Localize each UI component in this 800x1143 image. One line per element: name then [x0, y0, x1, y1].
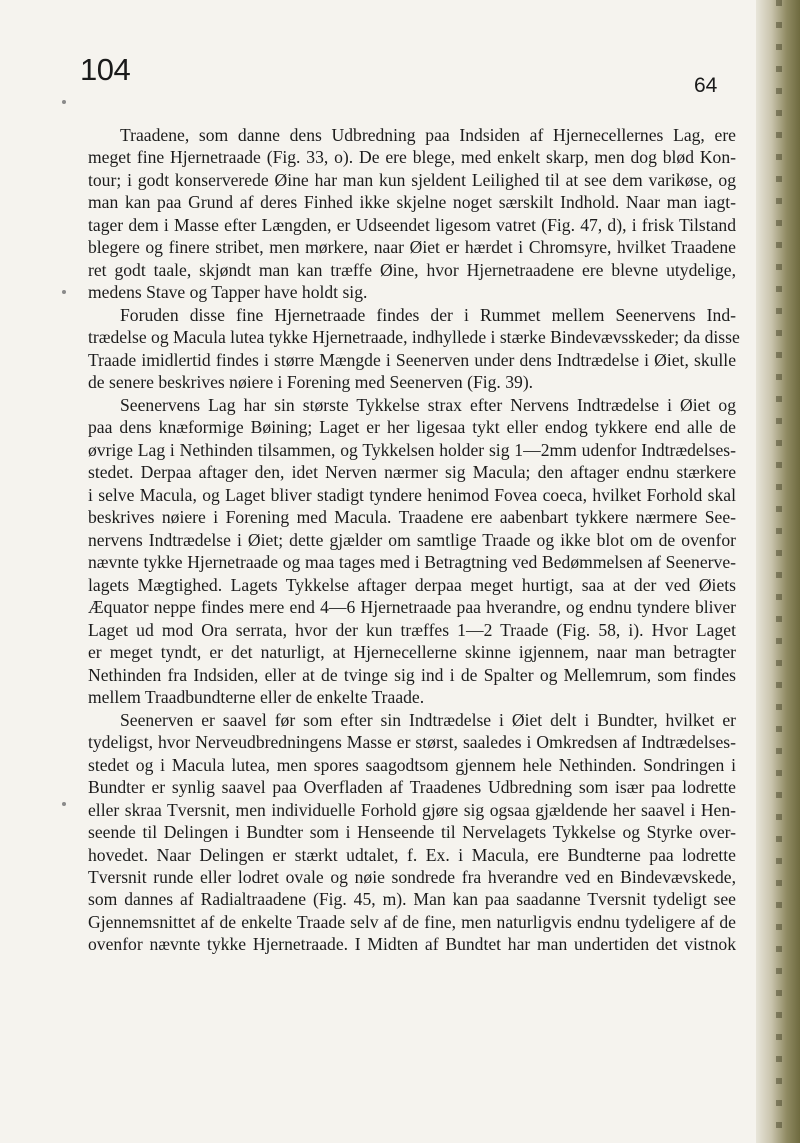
paragraph [88, 304, 740, 394]
text-line: eller skraa Tversnit, men individuelle Forhold gjøre sig ogsaa gjældende her saavel i Hen- [88, 799, 736, 820]
text-line: tager dem i Masse efter Længden, er Udseendet ligesom vatret (Fig. 47, d), i frisk Tilstand [88, 214, 736, 235]
text-line: paa dens knæformige Bøining; Laget er her ligesaa tykt eller endog tykkere end alle de [88, 417, 736, 438]
text-line: seende til Delingen i Bundter som i Henseende til Nervelagets Tykkelse og Styrke over- [88, 822, 736, 843]
text-line: hovedet. Naar Delingen er stærkt udtalet, f. Ex. i Macula, ere Bundterne paa lodrette [88, 844, 736, 865]
text-line: lagets Mægtighed. Lagets Tykkelse aftager derpaa meget hurtigt, saa at der ved Øiets [88, 574, 736, 595]
text-line: Seenervens Lag har sin største Tykkelse strax efter Nervens Indtrædelse i Øiet og [120, 394, 736, 415]
text-line: mellem Traadbundterne eller de enkelte Traade. [88, 687, 425, 708]
text-line: stedet. Derpaa aftager den, idet Nerven nærmer sig Macula; den aftager endnu stærkere [88, 462, 736, 483]
text-line: Traadene, som danne dens Udbredning paa Indsiden af Hjernecellernes Lag, ere [120, 125, 736, 145]
text-line: Bundter er synlig saavel paa Overfladen af Traadenes Udbredning som især paa lodrette [88, 777, 736, 798]
text-line: Tversnit runde eller lodret ovale og nøie sondrede fra hverandre ved en Bindevævskede, [88, 866, 736, 887]
text-line: tydeligst, hvor Nerveudbredningens Masse er størst, saaledes i Omkredsen af Indtrædelses- [88, 732, 736, 753]
text-line: i selve Macula, og Laget bliver stadigt tyndere henimod Fovea coeca, hvilket Forhold skal [88, 484, 736, 505]
text-line: beskrives nøiere i Forening med Macula. Traadene ere aabenbart tykkere nærmere See- [88, 507, 736, 528]
text-line: Foruden disse fine Hjernetraade findes der i Rummet mellem Seenervens Ind- [120, 304, 736, 325]
text-line: trædelse og Macula lutea tykke Hjernetraade, indhyllede i stærke Bindevævsskeder; da disse [88, 327, 740, 348]
text-line: som dannes af Radialtraadene (Fig. 45, m). Man kan paa saadanne Tversnit tydeligt see [88, 889, 736, 910]
text-line: er meget tyndt, er det naturligt, at Hjernecellerne skinne igjennem, naar man betragter [88, 642, 736, 663]
text-line: Seenerven er saavel før som efter sin Indtrædelse i Øiet delt i Bundter, hvilket er [120, 709, 736, 730]
text-line: Gjennemsnittet af de enkelte Traade selv af de fine, men naturligvis endnu tydeligere af de [88, 911, 736, 932]
ink-speck [62, 290, 66, 294]
binding-stitching [776, 0, 782, 1143]
text-line: nævnte tykke Hjernetraade og maa tages med i Betragtning ved Bedømmelsen af Seenerve- [88, 552, 736, 573]
text-line: Laget ud mod Ora serrata, hvor der kun træffes 1—2 Traade (Fig. 58, i). Hvor Laget [88, 619, 736, 640]
paragraph [88, 124, 736, 304]
text-line: Traade imidlertid findes i større Mængde i Seenerven under dens Indtrædelse i Øiet, skulle [88, 349, 736, 370]
text-line: Nethinden fra Indsiden, eller at de tvinge sig ind i de Spalter og Mellemrum, som findes [88, 664, 736, 685]
text-line: stedet og i Macula lutea, men spores saagodtsom gjennem hele Nethinden. Sondringen i [88, 754, 736, 775]
page-number: 64 [694, 74, 718, 97]
ink-speck [62, 802, 66, 806]
text-line: nervens Indtrædelse i Øiet; dette gjælder om samtlige Traade og ikke blot om de ovenfor [88, 529, 736, 550]
text-line: meget fine Hjernetraade (Fig. 33, o). De ere blege, med enkelt skarp, men dog blød Kon- [88, 147, 736, 168]
text-line: medens Stave og Tapper have holdt sig. [88, 282, 368, 303]
text-line: tour; i godt konserverede Øine har man kun sjeldent Leilighed til at see dem varikøse, og [88, 169, 736, 190]
text-line: ret godt taale, skjøndt man kan træffe Øine, hvor Hjernetraadene ere blevne utydelige, [88, 259, 736, 280]
page-number-stamp: 104 [80, 52, 131, 87]
paragraph [88, 709, 736, 956]
text-line: ovenfor nævnte tykke Hjernetraade. I Midten af Bundtet har man undertiden det vistnok [88, 934, 736, 955]
ink-speck [62, 100, 66, 104]
body-text [88, 124, 740, 956]
text-line: Æquator neppe findes mere end 4—6 Hjernetraade paa hverandre, og endnu tyndere bliver [88, 597, 736, 618]
text-line: de senere beskrives nøiere i Forening med Seenerven (Fig. 39). [88, 372, 534, 393]
text-line: blegere og finere stribet, men mørkere, naar Øiet er hærdet i Chromsyre, hvilket Traadene [88, 237, 736, 258]
text-line: man kan paa Grund af deres Finhed ikke skjelne noget særskilt Indhold. Naar man iagt- [88, 192, 736, 213]
paragraph [88, 394, 736, 709]
text-line: øvrige Lag i Nethinden tilsammen, og Tykkelsen holder sig 1—2mm udenfor Indtrædelses- [88, 439, 736, 460]
